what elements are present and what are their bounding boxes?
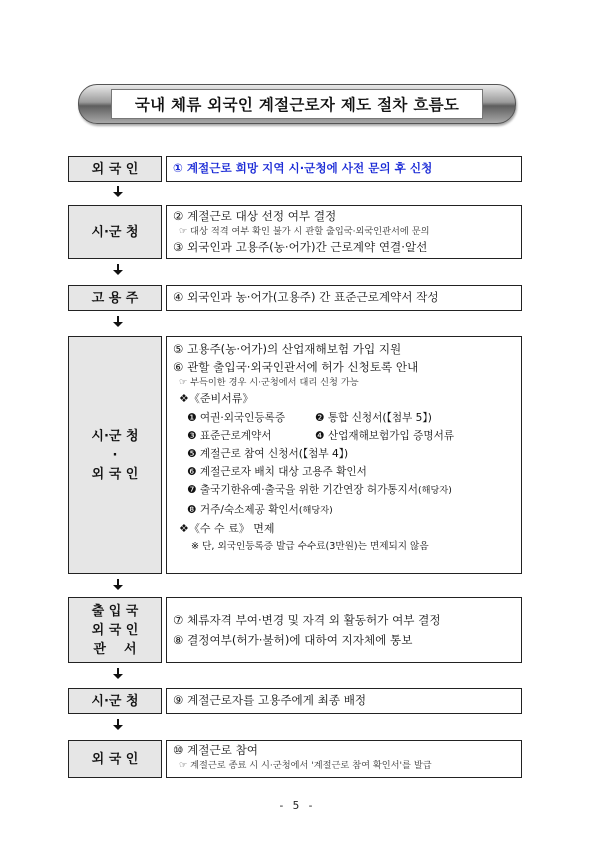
down-arrow-icon: [113, 264, 123, 275]
step-7: [68, 740, 522, 778]
step-label: [68, 336, 162, 574]
step-label-line: 출 입 국: [91, 603, 139, 619]
doc-item-note: (해당자): [418, 485, 452, 497]
step-label-line: 시·군 청: [91, 428, 139, 444]
fee-note: ※ 단, 외국인등록증 발급 수수료(3만원)는 면제되지 않음: [191, 541, 429, 553]
step-line: ③ 외국인과 고용주(농·어가)간 근로계약 연결·알선: [173, 240, 428, 254]
pointing-hand-icon: ☞: [179, 760, 188, 771]
step-line: ④ 외국인과 농·어가(고용주) 간 표준근로계약서 작성: [173, 290, 439, 304]
doc-item: ❺ 계절근로 참여 신청서(【첨부 4】): [187, 448, 349, 461]
title-banner: [78, 84, 516, 124]
doc-item: ❻ 계절근로자 배치 대상 고용주 확인서: [187, 466, 367, 479]
step-content: [166, 740, 522, 778]
step-label-line: 외 국 인: [91, 622, 139, 638]
step-content: [166, 156, 522, 182]
step-line: ② 계절근로 대상 선정 여부 결정: [173, 209, 337, 223]
step-label: [68, 740, 162, 778]
step-3: [68, 285, 522, 311]
note-text: 계절근로 종료 시 시·군청에서 '계절근로 참여 확인서'를 발급: [190, 760, 432, 771]
step-note: [173, 376, 515, 390]
doc-item: ❹ 산업재해보험가입 증명서류: [315, 429, 455, 442]
down-arrow-icon: [113, 719, 123, 730]
step-line: ⑧ 결정여부(허가·불허)에 대하여 지자체에 통보: [173, 632, 413, 647]
step-content: [166, 285, 522, 311]
doc-item: [173, 501, 515, 520]
step-content: [166, 336, 522, 574]
doc-item-note: (해당자): [298, 504, 333, 516]
note-text: 대상 적격 여부 확인 불가 시 관할 출입국·외국인관서에 문의: [190, 226, 430, 237]
pointing-hand-icon: ☞: [179, 377, 188, 389]
doc-item-pair: [173, 427, 515, 445]
step-label-line: 시·군 청: [91, 224, 139, 240]
step-label-line: 외 국 인: [91, 161, 139, 177]
doc-item-text: ❽ 거주/숙소제공 확인서: [187, 503, 299, 516]
step-label-line: 외 국 인: [91, 466, 139, 482]
step-label: [68, 156, 162, 182]
doc-item: ❸ 표준근로계약서: [187, 429, 272, 442]
step-label: [68, 285, 162, 311]
step-line: ⑤ 고용주(농·어가)의 산업재해보험 가입 지원: [173, 342, 402, 356]
step-line: ⑥ 관할 출입국·외국인관서에 허가 신청토록 안내: [173, 360, 419, 375]
step-label: [68, 205, 162, 259]
doc-item-text: ❼ 출국기한유예·출국을 위한 기간연장 허가통지서: [187, 484, 419, 497]
step-content: [166, 205, 522, 259]
step-label: [68, 597, 162, 663]
step-label-line: 관 서: [93, 641, 137, 657]
step-5: [68, 597, 522, 663]
docs-heading: ❖《준비서류》: [179, 392, 254, 406]
step-content: [166, 688, 522, 714]
step-label-line: 고 용 주: [91, 290, 139, 306]
step-line: ⑩ 계절근로 참여: [173, 743, 258, 757]
step-2: [68, 205, 522, 259]
step-1: [68, 156, 522, 182]
down-arrow-icon: [113, 316, 123, 327]
page-title: 국내 체류 외국인 계절근로자 제도 절차 흐름도: [134, 96, 460, 114]
step-content: [166, 597, 522, 663]
step-label: [68, 688, 162, 714]
step-label-line: 외 국 인: [91, 751, 139, 767]
step-note: [173, 759, 515, 773]
step-4: [68, 336, 522, 574]
pointing-hand-icon: ☞: [179, 226, 188, 237]
down-arrow-icon: [113, 186, 123, 197]
step-label-line: 시·군 청: [91, 693, 139, 709]
step-line: ① 계절근로 희망 지역 시·군청에 사전 문의 후 신청: [173, 161, 433, 175]
step-note: [173, 225, 515, 239]
doc-item: ❷ 통합 신청서(【첨부 5】): [315, 411, 432, 424]
page-number: - 5 -: [279, 800, 316, 812]
down-arrow-icon: [113, 579, 123, 590]
down-arrow-icon: [113, 668, 123, 679]
step-line: ⑨ 계절근로자를 고용주에게 최종 배정: [173, 693, 367, 707]
doc-item: ❶ 여권·외국인등록증: [187, 411, 286, 424]
fee-heading: ❖《수 수 료》 면제: [179, 521, 275, 535]
step-6: [68, 688, 522, 714]
title-box: [111, 89, 483, 119]
step-line: ⑦ 체류자격 부여·변경 및 자격 외 활동허가 여부 결정: [173, 612, 441, 627]
doc-item-pair: [173, 409, 515, 427]
doc-item: [173, 481, 515, 500]
note-text: 부득이한 경우 시·군청에서 대리 신청 가능: [190, 377, 359, 389]
step-label-line: ·: [112, 447, 118, 463]
